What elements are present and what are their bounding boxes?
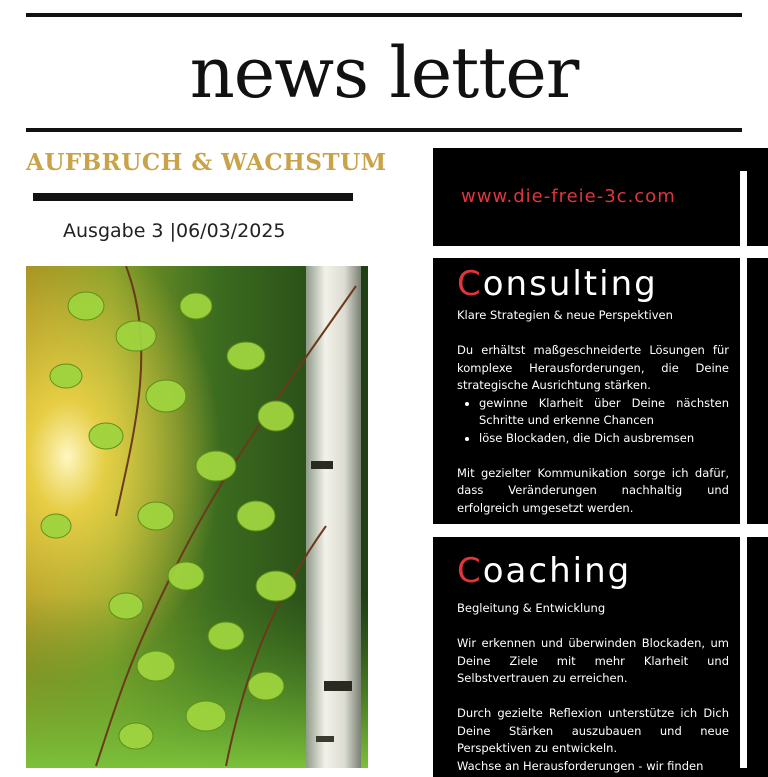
top-rule	[26, 13, 742, 17]
coaching-para-2: Durch gezielte Reflexion unterstütze ich Dich Deine Stärken auszubauen und neue Perspektiven zu entwickeln.	[457, 706, 729, 755]
masthead-bottom-rule	[26, 128, 742, 132]
issue-line	[63, 220, 286, 242]
consulting-intro: Du erhältst maßgeschneiderte Lösungen für komplexe Herausforderungen, die Deine strategische Ausrichtung stärken.	[457, 343, 729, 392]
issue-separator: |	[169, 220, 176, 242]
coaching-panel	[433, 537, 768, 777]
masthead-title: news letter	[189, 32, 579, 114]
coaching-title-initial: C	[457, 551, 483, 591]
consulting-panel	[433, 258, 768, 524]
vertical-divider	[740, 171, 747, 768]
consulting-bullet: • löse Blockaden, die Dich ausbremsen	[479, 430, 729, 448]
issue-date: 06/03/2025	[175, 220, 286, 242]
coaching-body	[457, 600, 729, 775]
website-panel	[433, 148, 768, 246]
coaching-title-rest: oaching	[482, 551, 632, 591]
coaching-tagline: Begleitung & Entwicklung	[457, 601, 606, 615]
consulting-tagline: Klare Strategien & neue Perspektiven	[457, 308, 673, 322]
consulting-body	[457, 307, 729, 517]
website-link[interactable]: www.die-freie-3c.com	[461, 186, 676, 207]
consulting-bullet: • gewinne Klarheit über Deine nächsten Schritte und erkenne Chancen	[479, 395, 729, 430]
consulting-title-rest: onsulting	[482, 264, 658, 304]
coaching-title	[457, 551, 631, 591]
consulting-closing: Mit gezielter Kommunikation sorge ich dafür, dass Veränderungen nachhaltig und erfolgreich umgesetzt werden.	[457, 465, 729, 515]
consulting-bullets	[457, 395, 729, 448]
issue-subtitle: AUFBRUCH & WACHSTUM	[26, 149, 387, 176]
issue-label: Ausgabe 3	[63, 220, 164, 242]
consulting-title	[457, 264, 658, 304]
coaching-para-3: Wachse an Herausforderungen - wir finden	[457, 758, 704, 773]
subtitle-bar	[33, 193, 353, 201]
birch-leaves-photo	[26, 266, 368, 768]
consulting-title-initial: C	[457, 264, 483, 304]
coaching-para-1: Wir erkennen und überwinden Blockaden, um Deine Ziele mit mehr Klarheit und Selbstvertrauen zu erreichen.	[457, 636, 729, 685]
